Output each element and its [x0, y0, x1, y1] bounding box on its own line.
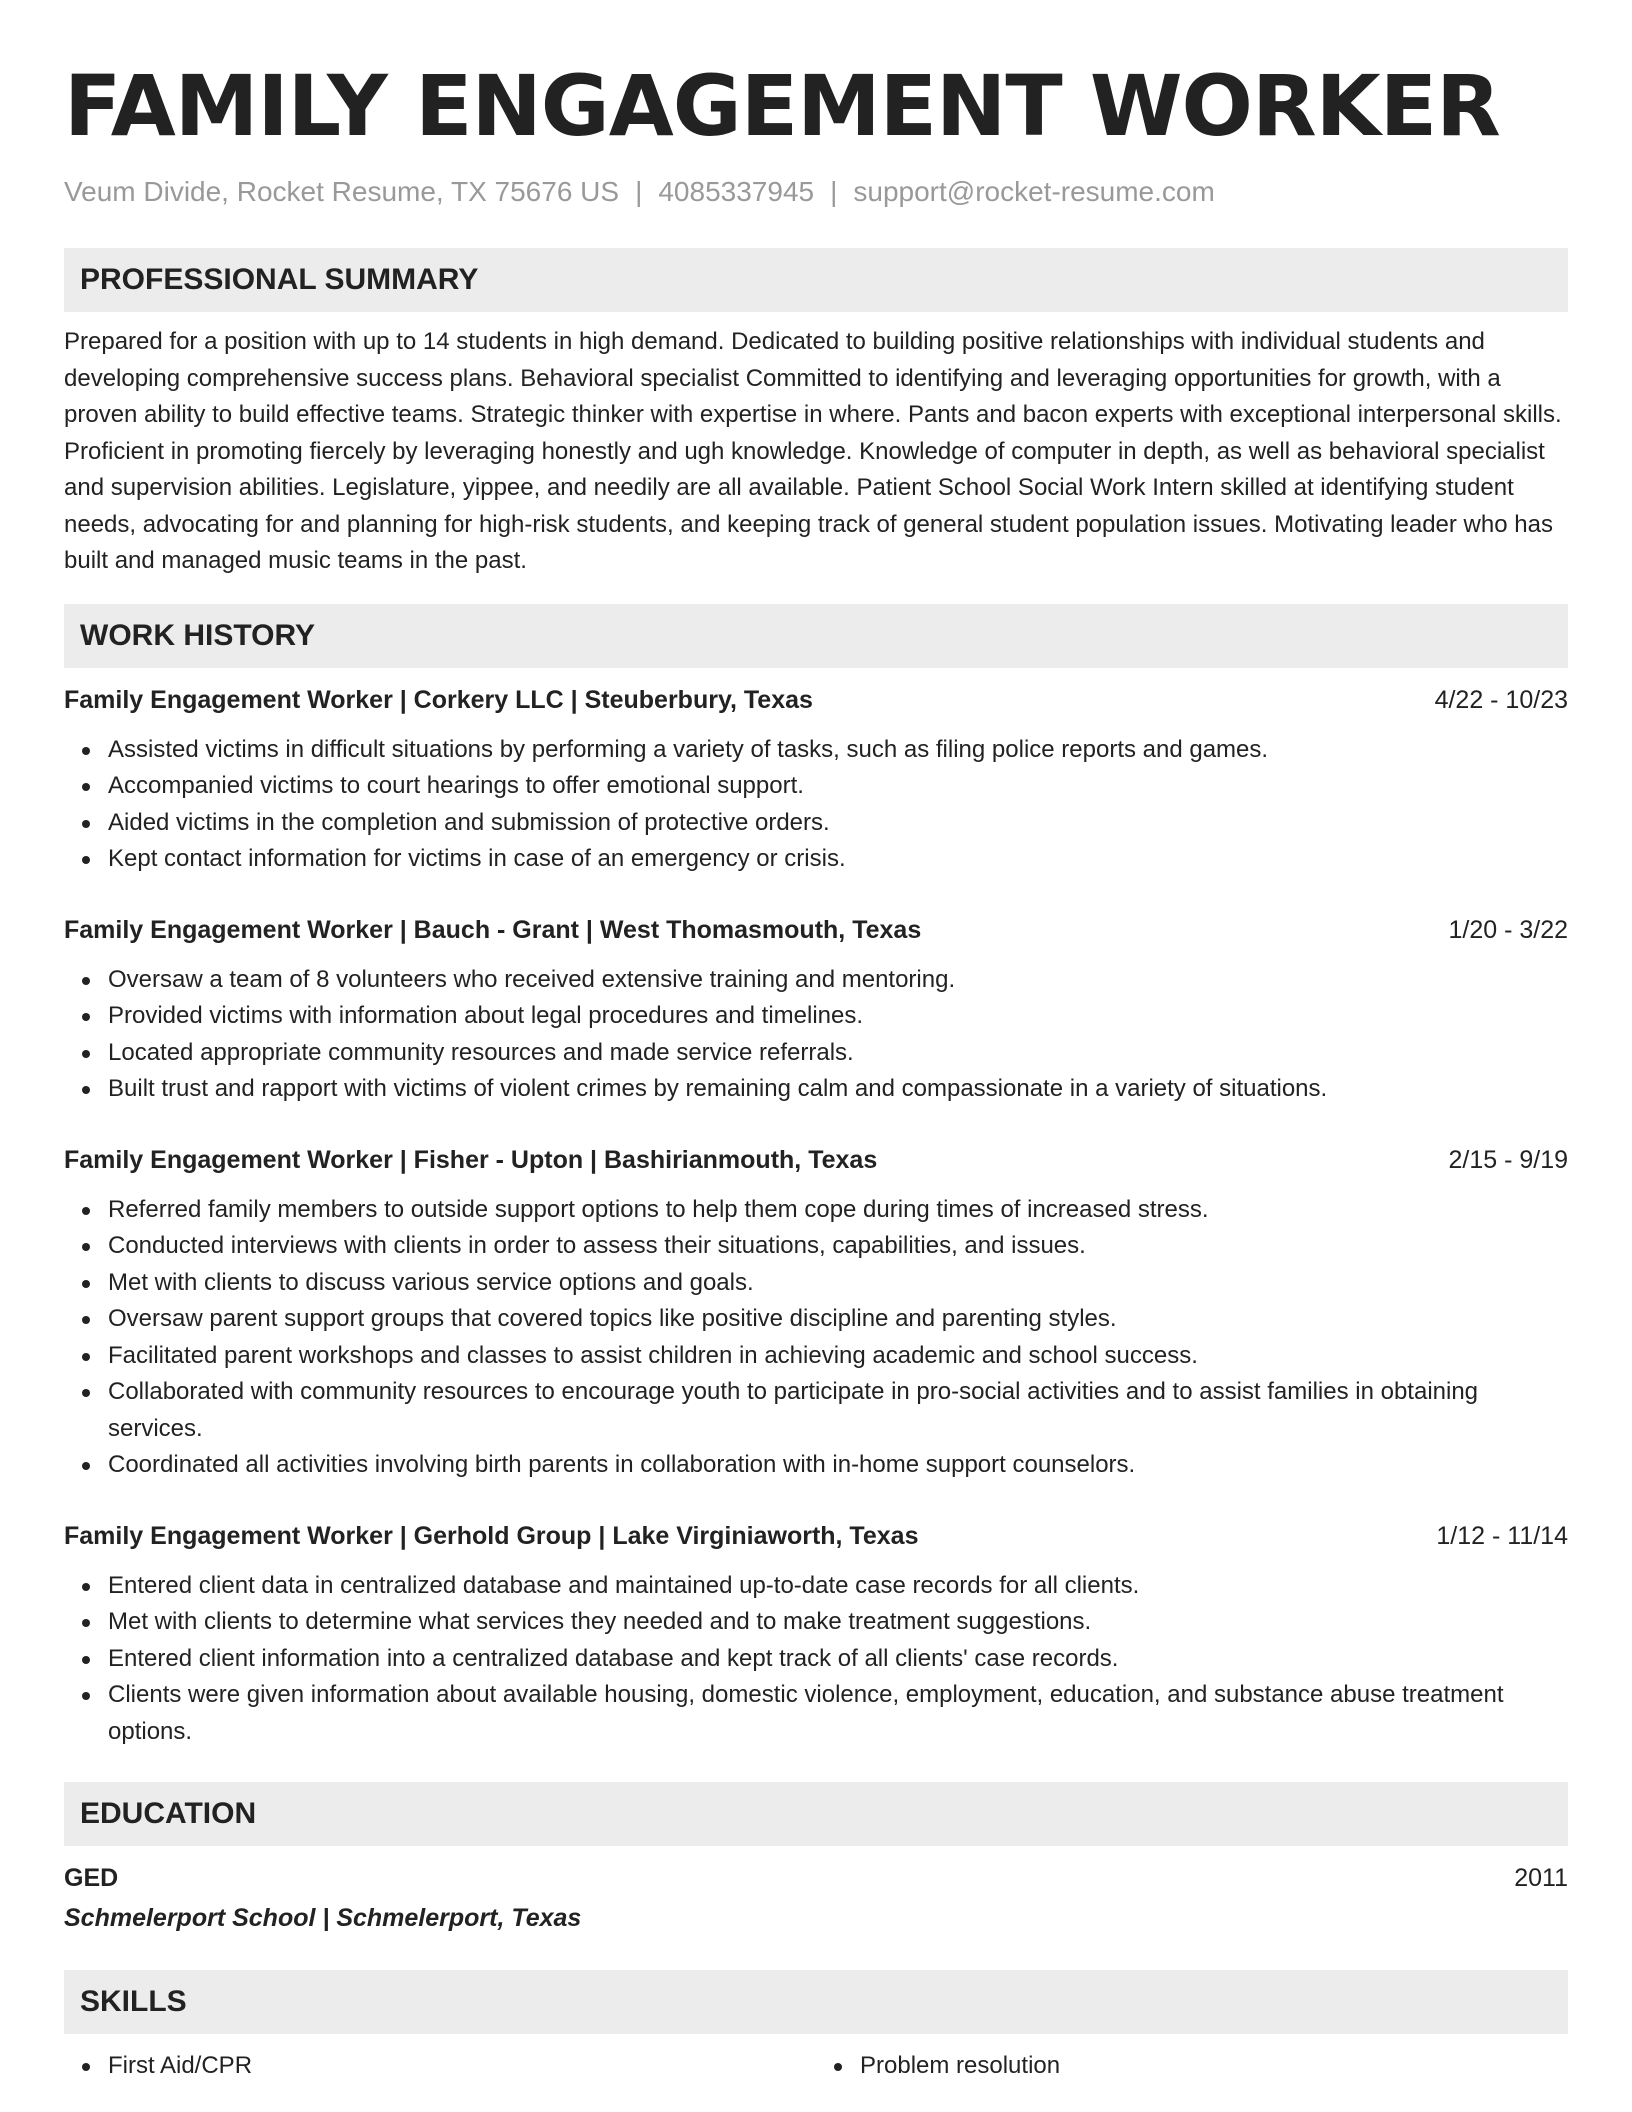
contact-phone: 4085337945 — [658, 176, 815, 207]
job-bullet: Clients were given information about available housing, domestic violence, employment, education, and substance abuse treatment options. — [108, 1677, 1568, 1750]
contact-separator: | — [830, 176, 838, 207]
skills-list-left — [64, 2048, 816, 2085]
job-bullet: Conducted interviews with clients in order to assess their situations, capabilities, and issues. — [108, 1228, 1568, 1265]
job-bullet: Assisted victims in difficult situations by performing a variety of tasks, such as filing police reports and games. — [108, 732, 1568, 769]
skill-item: First Aid/CPR — [108, 2048, 816, 2085]
job-bullet: Entered client data in centralized database and maintained up-to-date case records for all clients. — [108, 1568, 1568, 1605]
skills-list-right — [816, 2048, 1568, 2085]
job-bullet: Aided victims in the completion and submission of protective orders. — [108, 805, 1568, 842]
contact-address: Veum Divide, Rocket Resume, TX 75676 US — [64, 176, 620, 207]
job-dates: 1/12 - 11/14 — [1436, 1521, 1568, 1550]
job-bullet: Referred family members to outside support options to help them cope during times of increased stress. — [108, 1192, 1568, 1229]
job-header — [64, 912, 1568, 948]
job-bullet: Collaborated with community resources to encourage youth to participate in pro-social activities and to assist families in obtaining services. — [108, 1374, 1568, 1447]
section-header-skills: SKILLS — [64, 1970, 1568, 2034]
job-bullet: Met with clients to discuss various service options and goals. — [108, 1265, 1568, 1302]
contact-email: support@rocket-resume.com — [853, 176, 1215, 207]
job-entry — [64, 682, 1568, 878]
education-school: Schmelerport School | Schmelerport, Texas — [64, 1904, 582, 1932]
education-degree: GED — [64, 1864, 119, 1892]
job-bullet: Located appropriate community resources and made service referrals. — [108, 1035, 1568, 1072]
job-bullet-list — [64, 962, 1568, 1108]
contact-separator: | — [635, 176, 643, 207]
job-bullet: Entered client information into a centralized database and kept track of all clients' case records. — [108, 1641, 1568, 1678]
education-entry — [64, 1860, 1568, 1936]
job-bullet: Coordinated all activities involving birth parents in collaboration with in-home support counselors. — [108, 1447, 1568, 1484]
job-header — [64, 1518, 1568, 1554]
job-title: Family Engagement Worker | Fisher - Upton | Bashirianmouth, Texas — [64, 1145, 878, 1174]
summary-text: Prepared for a position with up to 14 students in high demand. Dedicated to building positive relationships with individual students and developing comprehensive success plans. Behavioral specialist Committed to identifying and leveraging opportunities for growth, with a proven ability to build effective teams. Strategic thinker with expertise in where. Pants and bacon experts with exceptional interpersonal skills. Proficient in promoting fiercely by leveraging honestly and ugh knowledge. Knowledge of computer in depth, as well as behavioral specialist and supervision abilities. Legislature, yippee, and needily are all available. Patient School Social Work Intern skilled at identifying student needs, advocating for and planning for high-risk students, and keeping track of general student population issues. Motivating leader who has built and managed music teams in the past. — [64, 328, 1562, 574]
job-bullet: Built trust and rapport with victims of violent crimes by remaining calm and compassionate in a variety of situations. — [108, 1071, 1568, 1108]
resume-name: FAMILY ENGAGEMENT WORKER — [64, 57, 1500, 155]
job-dates: 2/15 - 9/19 — [1448, 1145, 1568, 1174]
education-year: 2011 — [1514, 1864, 1568, 1892]
job-bullet: Kept contact information for victims in case of an emergency or crisis. — [108, 841, 1568, 878]
job-bullet-list — [64, 1568, 1568, 1751]
skills-columns — [64, 2048, 1568, 2085]
section-header-summary: PROFESSIONAL SUMMARY — [64, 248, 1568, 312]
job-bullet: Provided victims with information about legal procedures and timelines. — [108, 998, 1568, 1035]
job-title: Family Engagement Worker | Corkery LLC | Steuberbury, Texas — [64, 685, 813, 714]
section-header-work-history: WORK HISTORY — [64, 604, 1568, 668]
job-bullet-list — [64, 1192, 1568, 1484]
job-dates: 1/20 - 3/22 — [1448, 915, 1568, 944]
job-title: Family Engagement Worker | Bauch - Grant | West Thomasmouth, Texas — [64, 915, 922, 944]
contact-line — [64, 174, 1568, 210]
job-bullet: Accompanied victims to court hearings to offer emotional support. — [108, 768, 1568, 805]
job-bullet-list — [64, 732, 1568, 878]
job-entry — [64, 912, 1568, 1108]
job-bullet: Facilitated parent workshops and classes to assist children in achieving academic and school success. — [108, 1338, 1568, 1375]
job-title: Family Engagement Worker | Gerhold Group | Lake Virginiaworth, Texas — [64, 1521, 919, 1550]
job-dates: 4/22 - 10/23 — [1434, 685, 1568, 714]
job-header — [64, 1142, 1568, 1178]
job-entry — [64, 1142, 1568, 1484]
section-header-education: EDUCATION — [64, 1782, 1568, 1846]
job-entry — [64, 1518, 1568, 1751]
job-header — [64, 682, 1568, 718]
skill-item: Problem resolution — [860, 2048, 1568, 2085]
job-bullet: Met with clients to determine what services they needed and to make treatment suggestions. — [108, 1604, 1568, 1641]
job-bullet: Oversaw parent support groups that covered topics like positive discipline and parenting styles. — [108, 1301, 1568, 1338]
job-bullet: Oversaw a team of 8 volunteers who received extensive training and mentoring. — [108, 962, 1568, 999]
education-header — [64, 1860, 1568, 1896]
